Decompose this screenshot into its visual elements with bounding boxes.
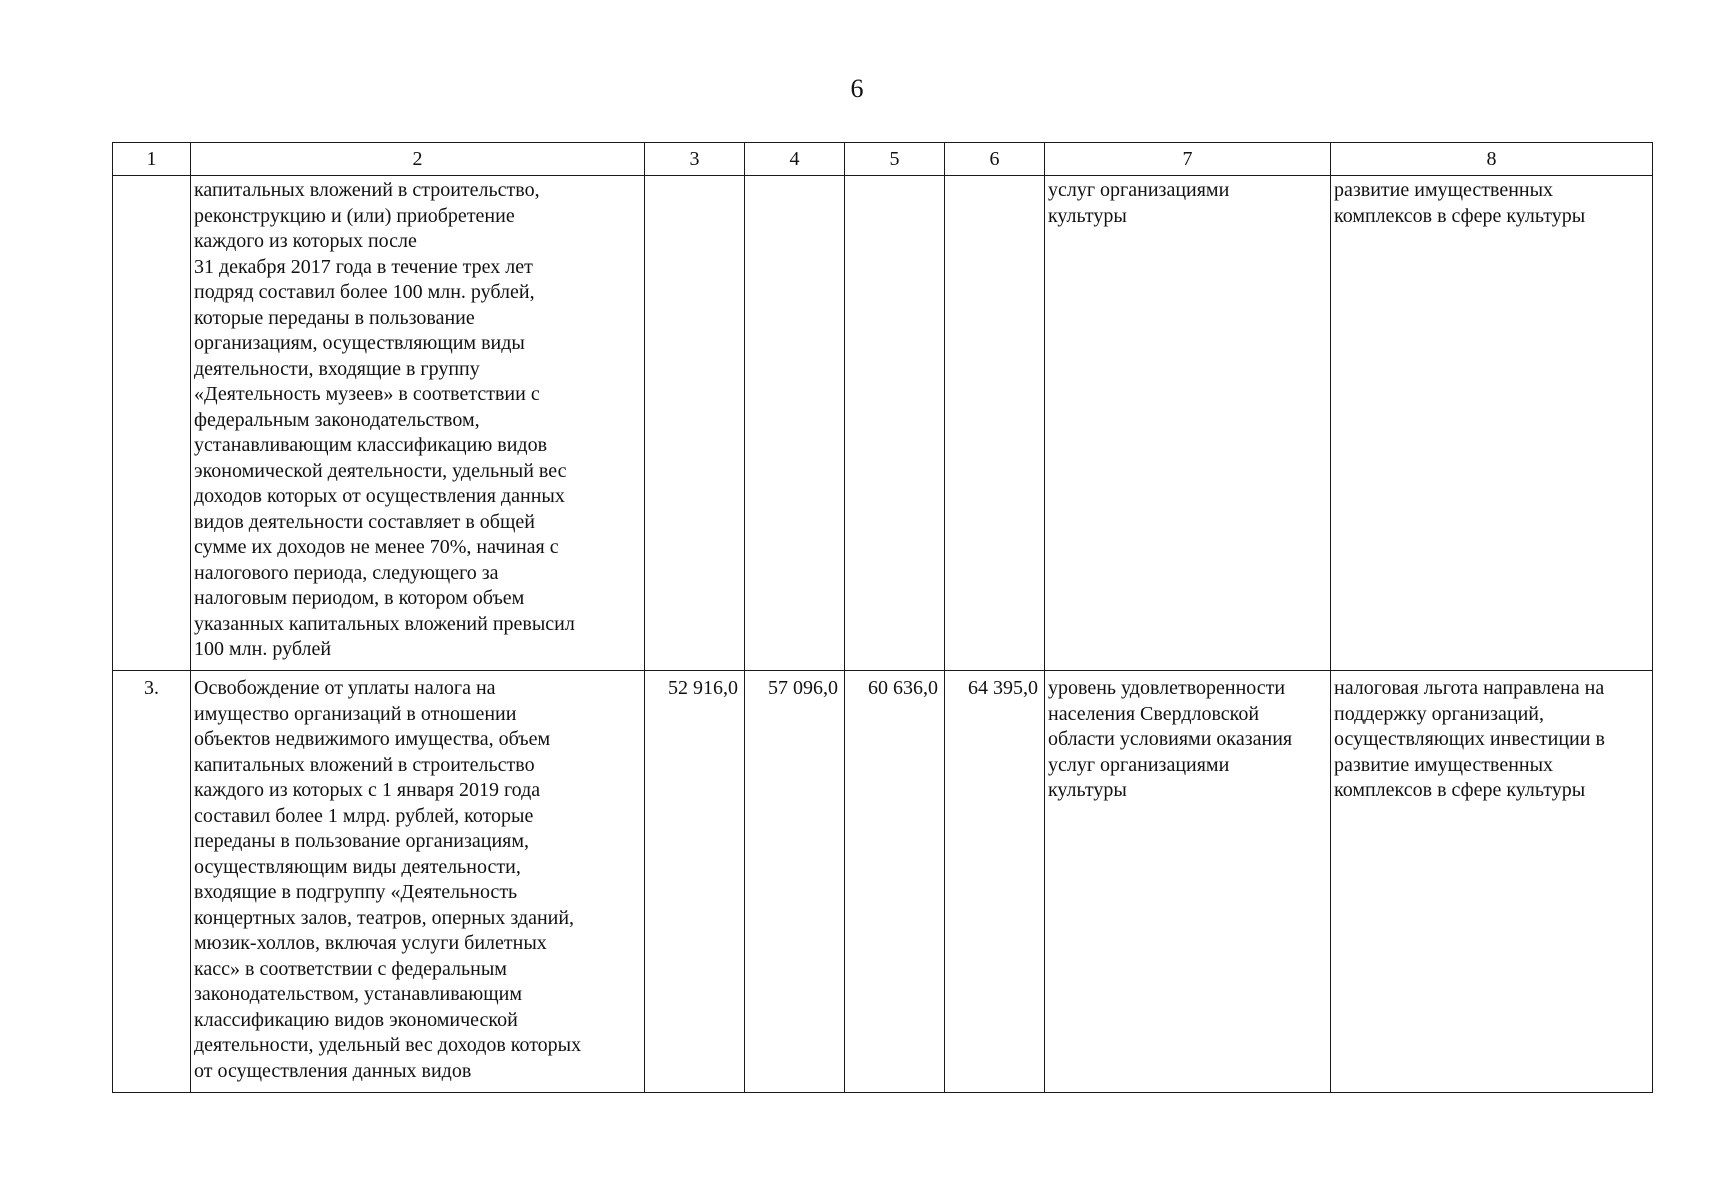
page-number: 6 [850,74,864,103]
column-header: 2 [191,143,645,176]
column-header: 5 [845,143,945,176]
column-header: 7 [1045,143,1331,176]
value-cell-6 [945,176,1045,671]
value-cell-3: 52 916,0 [645,671,745,1093]
value-cell-6: 64 395,0 [945,671,1045,1093]
column-header: 3 [645,143,745,176]
indicator-cell: уровень удовлетворенности населения Свердловской области условиями оказания услуг организациями культуры [1045,671,1331,1093]
goal-cell: развитие имущественных комплексов в сфере культуры [1331,176,1653,671]
table-row [113,671,1653,1093]
table-row [113,176,1653,671]
value-cell-4: 57 096,0 [745,671,845,1093]
row-number-cell: 3. [113,671,191,1093]
value-cell-5 [845,176,945,671]
indicator-cell: услуг организациями культуры [1045,176,1331,671]
goal-cell: налоговая льгота направлена на поддержку организаций, осуществляющих инвестиции в развитие имущественных комплексов в сфере культуры [1331,671,1653,1093]
benefit-description-cell: Освобождение от уплаты налога на имущество организаций в отношении объектов недвижимого имущества, объем капитальных вложений в строительство каждого из которых с 1 января 2019 года составил более 1 млрд. рублей, которые переданы в пользование организациям, осуществляющим виды деятельности, входящие в подгруппу «Деятельность концертных залов, театров, оперных зданий, мюзик-холлов, включая услуги билетных касс» в соответствии с федеральным законодательством, устанавливающим классификацию видов экономической деятельности, удельный вес доходов которых от осуществления данных видов [191,671,645,1093]
column-header: 1 [113,143,191,176]
value-cell-5: 60 636,0 [845,671,945,1093]
column-header: 4 [745,143,845,176]
column-header: 6 [945,143,1045,176]
column-number-row [113,143,1653,176]
row-number-cell [113,176,191,671]
column-header: 8 [1331,143,1653,176]
value-cell-4 [745,176,845,671]
tax-benefit-table [112,142,1653,1093]
benefit-description-cell: капитальных вложений в строительство, реконструкцию и (или) приобретение каждого из которых после 31 декабря 2017 года в течение трех лет подряд составил более 100 млн. рублей, которые переданы в пользование организациям, осуществляющим виды деятельности, входящие в группу «Деятельность музеев» в соответствии с федеральным законодательством, устанавливающим классификацию видов экономической деятельности, удельный вес доходов которых от осуществления данных видов деятельности составляет в общей сумме их доходов не менее 70%, начиная с налогового периода, следующего за налоговым периодом, в котором объем указанных капитальных вложений превысил 100 млн. рублей [191,176,645,671]
value-cell-3 [645,176,745,671]
